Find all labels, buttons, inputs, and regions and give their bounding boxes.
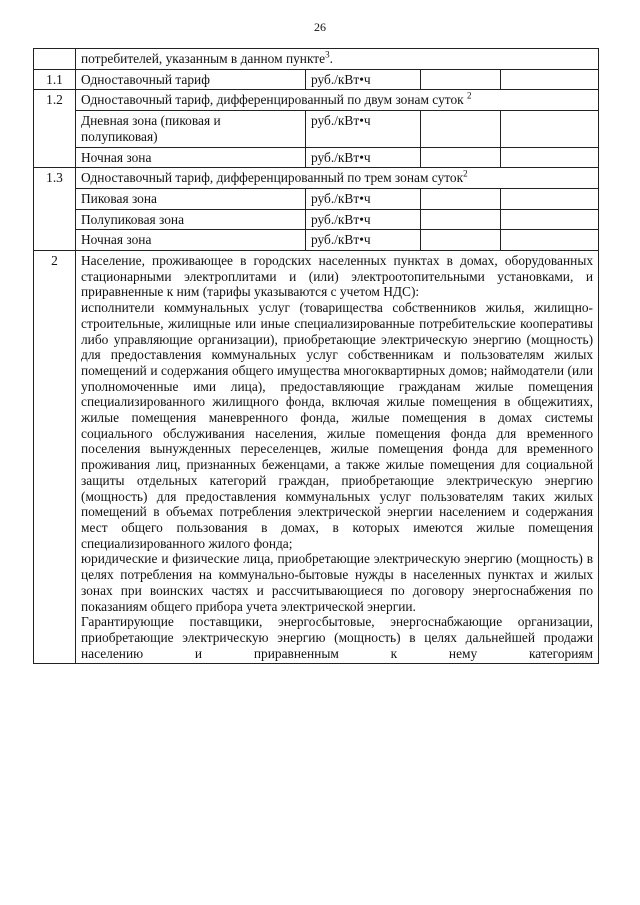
tariff-group-title: Одноставочный тариф, дифференцированный по двум зонам суток bbox=[81, 92, 464, 108]
page-number: 26 bbox=[314, 20, 326, 34]
footnote-ref: 2 bbox=[463, 168, 468, 179]
value-cell-1 bbox=[421, 111, 501, 147]
paragraph-suppliers: Гарантирующие поставщики, энергосбытовые, энергоснабжающие организации, приобретающие электрическую энергию (мощность) в целях дальнейшей продажи населению и приравненным к нему категориям bbox=[81, 614, 594, 661]
table-row-1-3 bbox=[34, 168, 599, 189]
table-row-2 bbox=[34, 251, 599, 664]
value-cell-1 bbox=[421, 69, 501, 90]
unit-cell: руб./кВт•ч bbox=[306, 230, 421, 251]
value-cell-2 bbox=[501, 209, 599, 230]
value-cell-1 bbox=[421, 188, 501, 209]
zone-name: Полупиковая зона bbox=[76, 209, 306, 230]
unit-cell: руб./кВт•ч bbox=[306, 147, 421, 168]
row-number: 1.2 bbox=[34, 90, 76, 168]
footnote-ref: 2 bbox=[467, 90, 472, 101]
table-row-1-3-peak bbox=[34, 188, 599, 209]
value-cell-2 bbox=[501, 188, 599, 209]
paragraph-utility-providers: исполнители коммунальных услуг (товарищества собственников жилья, жилищно-строительные, жилищные или иные специализированные потребительские кооперативы либо управляющие организации), приобретающие электрическую энергию (мощность) для предоставления коммунальных услуг собственникам и пользователям жилых помещений и содержания общего имущества многоквартирных домов; наймодатели (или уполномоченные ими лица), предоставляющие гражданам жилые помещения специализированного жилищного фонда, включая жилые помещения в общежитиях, жилые помещения маневренного фонда, жилые помещения в домах системы социального обслуживания населения, жилые помещения фонда для временного поселения вынужденных переселенцев, жилые помещения фонда для временного проживания лиц, признанных беженцами, а также жилые помещения для социальной защиты отдельных категорий граждан, приобретающие электрическую энергию (мощность) для предоставления коммунальных услуг пользователям таких жилых помещений в объемах потребления электрической энергии населением и содержания мест общего пользования в домах, в которых имеются жилые помещения специализированного жилого фонда; bbox=[81, 300, 594, 551]
unit-cell: руб./кВт•ч bbox=[306, 111, 421, 147]
tariff-group-title-cell bbox=[76, 90, 599, 111]
tariff-group-title-cell bbox=[76, 168, 599, 189]
tariff-group-title: Одноставочный тариф, дифференцированный по трем зонам суток bbox=[81, 170, 464, 186]
value-cell-1 bbox=[421, 147, 501, 168]
value-cell-2 bbox=[501, 230, 599, 251]
zone-name: Ночная зона bbox=[76, 147, 306, 168]
table-row-1-3-night bbox=[34, 230, 599, 251]
continuation-text-cell bbox=[76, 49, 599, 70]
zone-name: Пиковая зона bbox=[76, 188, 306, 209]
tariff-table bbox=[33, 48, 599, 664]
table-row-1-2 bbox=[34, 90, 599, 111]
value-cell-2 bbox=[501, 147, 599, 168]
row-number: 1.3 bbox=[34, 168, 76, 251]
zone-name: Дневная зона (пиковая и полупиковая) bbox=[76, 111, 306, 147]
table-row-1-3-half-peak bbox=[34, 209, 599, 230]
row-number: 1.1 bbox=[34, 69, 76, 90]
unit-cell: руб./кВт•ч bbox=[306, 209, 421, 230]
zone-name: Ночная зона bbox=[76, 230, 306, 251]
continuation-tail: . bbox=[329, 51, 333, 66]
description-cell bbox=[76, 251, 599, 664]
table-row-1-2-day bbox=[34, 111, 599, 147]
paragraph-population: Население, проживающее в городских населенных пунктах в домах, оборудованных стационарными электроплитами и (или) электроотопительными установками, и приравненные к ним (тарифы указываются с учетом НДС): bbox=[81, 253, 594, 300]
tariff-name: Одноставочный тариф bbox=[76, 69, 306, 90]
value-cell-2 bbox=[501, 69, 599, 90]
continuation-text: потребителей, указанным в данном пункте bbox=[81, 51, 326, 66]
table-row-1-1 bbox=[34, 69, 599, 90]
value-cell-1 bbox=[421, 209, 501, 230]
cell-num-empty bbox=[34, 49, 76, 70]
table-row-continuation bbox=[34, 49, 599, 70]
value-cell-2 bbox=[501, 111, 599, 147]
unit-cell: руб./кВт•ч bbox=[306, 188, 421, 209]
footnote-ref: 3 bbox=[325, 49, 330, 60]
unit-cell: руб./кВт•ч bbox=[306, 69, 421, 90]
value-cell-1 bbox=[421, 230, 501, 251]
row-number: 2 bbox=[34, 251, 76, 664]
paragraph-legal-entities: юридические и физические лица, приобретающие электрическую энергию (мощность) в целях потребления на коммунально-бытовые нужды в населенных пунктах и жилых зонах при воинских частях и рассчитывающиеся по договору энергоснабжения по показаниям общего прибора учета электрической энергии. bbox=[81, 551, 594, 614]
table-row-1-2-night bbox=[34, 147, 599, 168]
